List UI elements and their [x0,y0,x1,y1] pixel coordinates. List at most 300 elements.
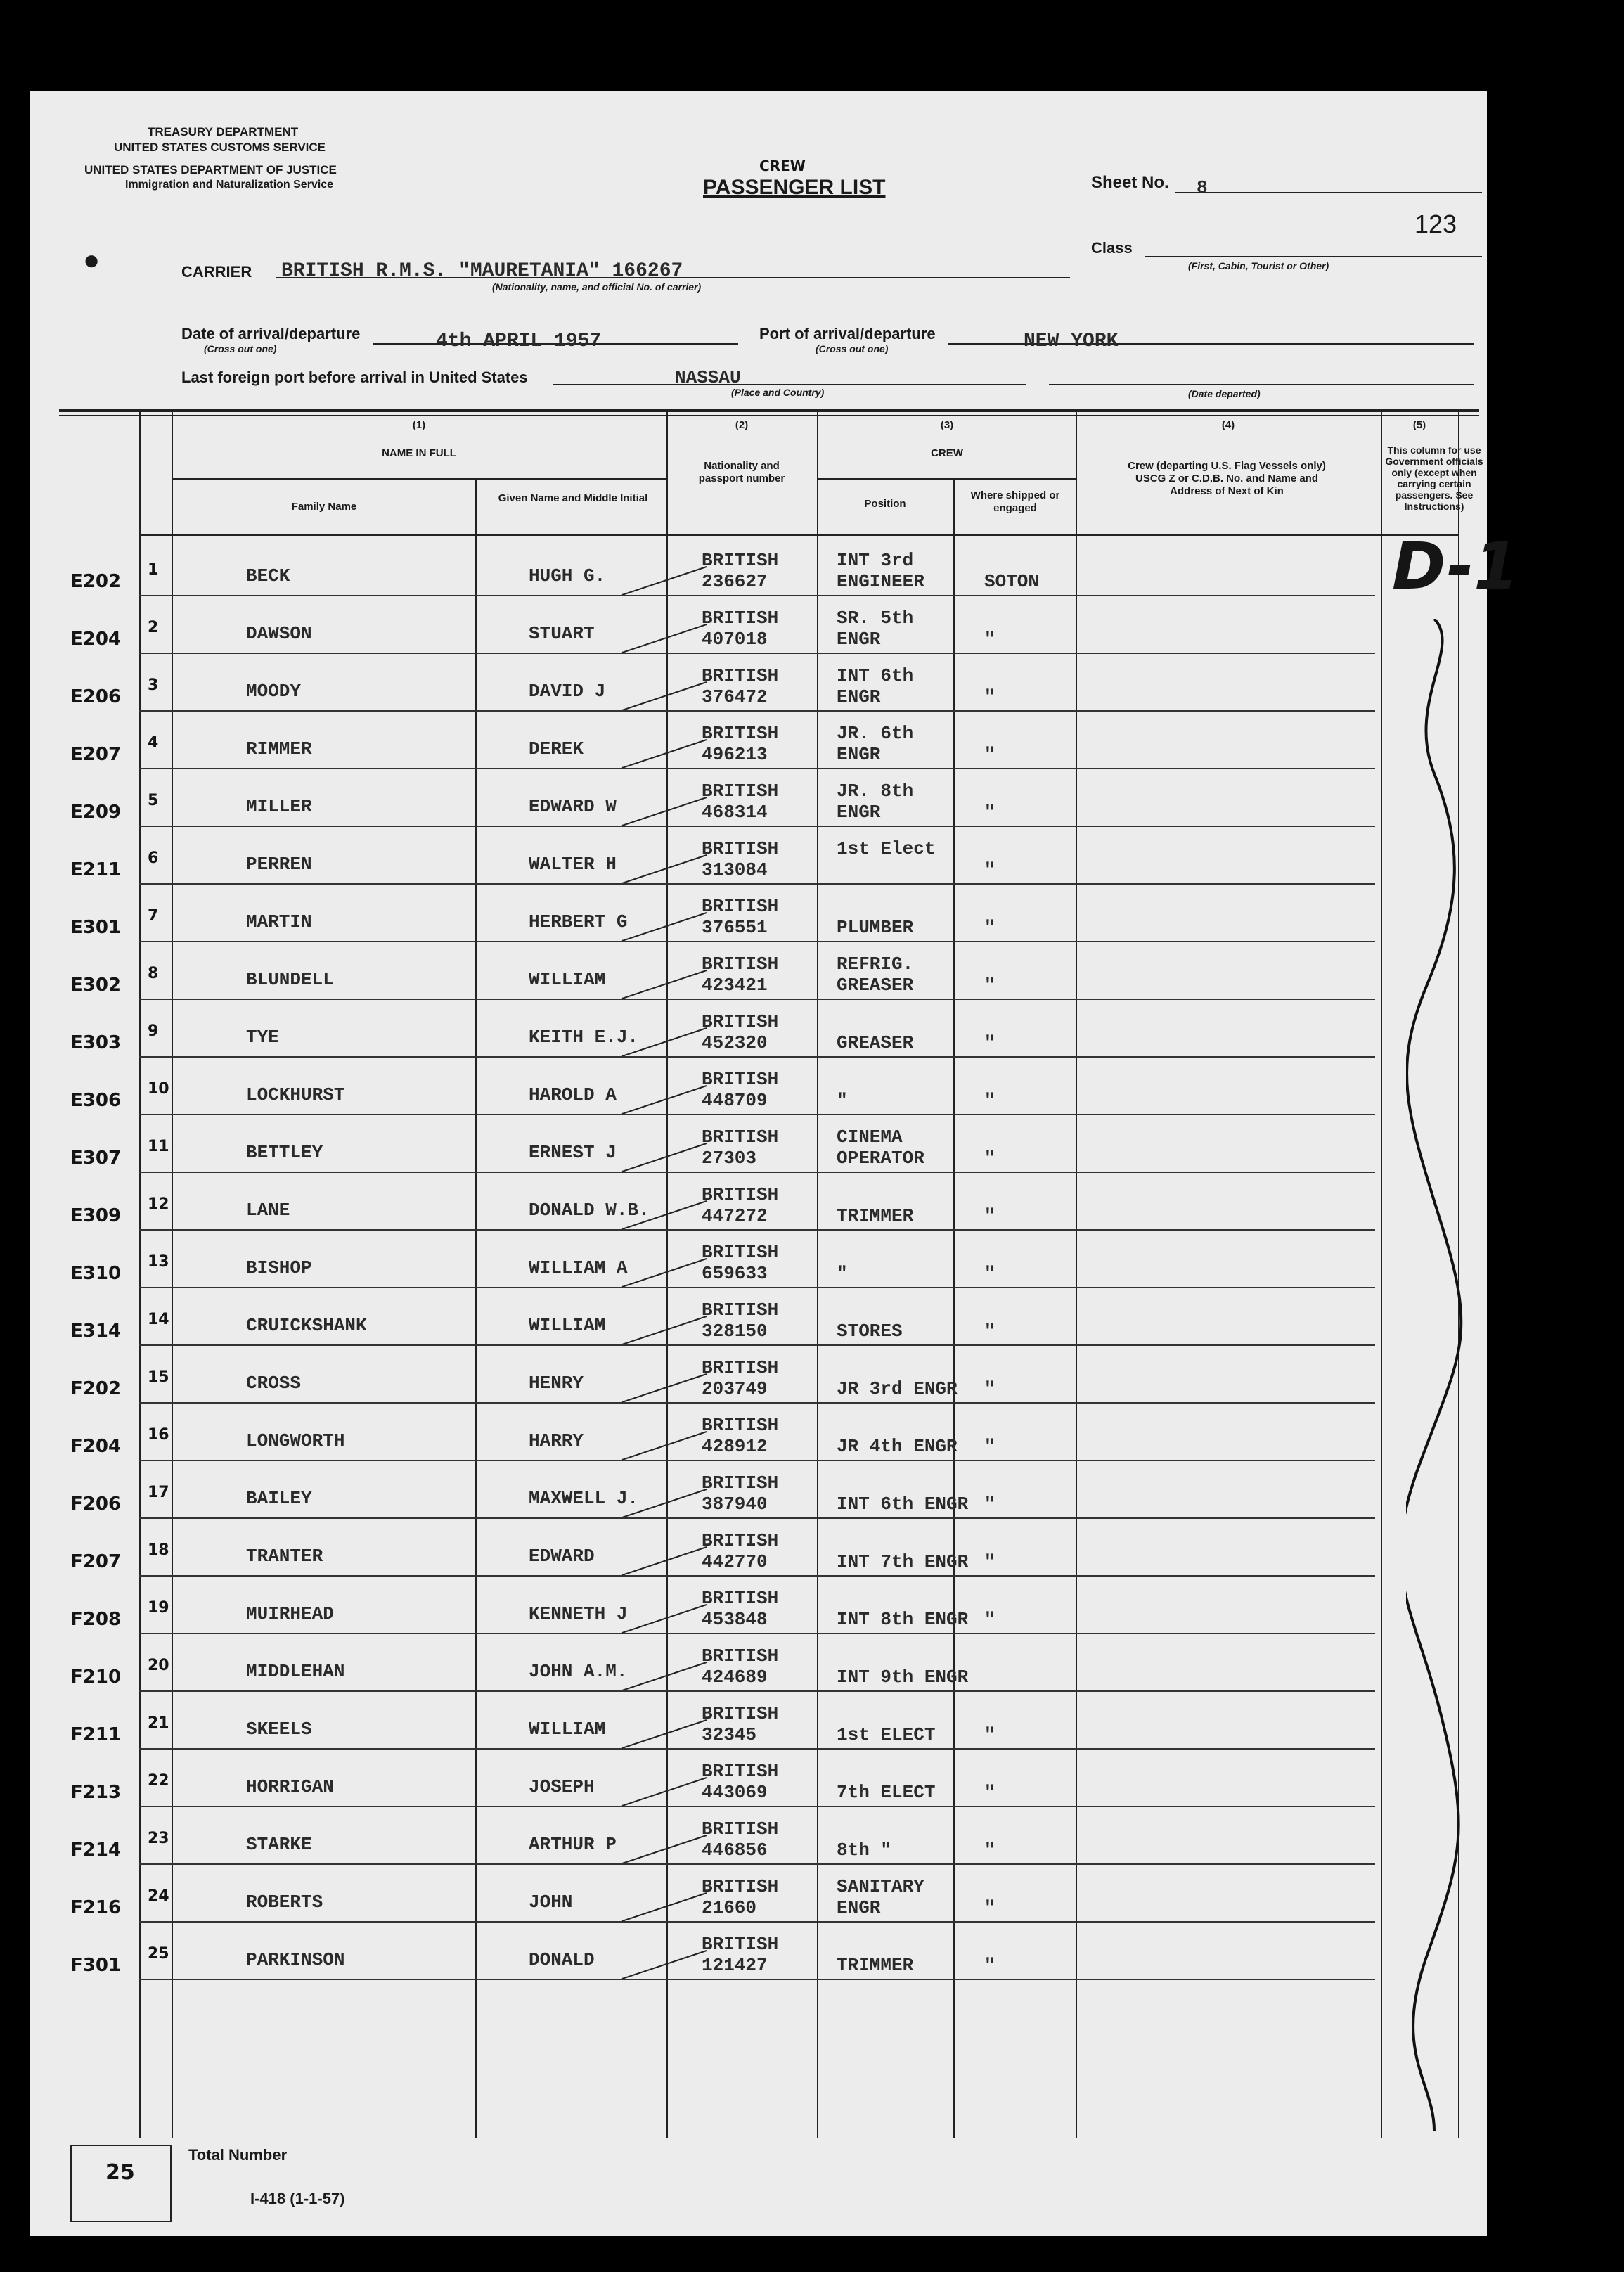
given-name: WILLIAM [529,1719,606,1740]
row-divider [139,710,1375,712]
total-label: Total Number [188,2146,288,2164]
given-name: MAXWELL J. [529,1488,639,1509]
shipped-where: " [984,1205,995,1226]
family-name: BECK [246,565,290,586]
given-name: JOSEPH [529,1776,595,1797]
col3-position-header: Position [864,498,906,510]
nationality: BRITISH [702,1818,779,1840]
shipped-where: " [984,917,995,938]
family-name: TYE [246,1027,279,1048]
family-name: STARKE [246,1834,312,1855]
form-id: I-418 (1-1-57) [250,2190,345,2207]
cabin-number: E301 [70,917,122,938]
pen-check-mark [619,1082,710,1117]
position-line-2: " [837,1263,848,1284]
given-name: JOHN [529,1892,573,1913]
pen-check-mark [619,1543,710,1578]
row-number: 21 [148,1714,169,1732]
row-number: 16 [148,1426,169,1444]
cabin-number: F206 [70,1494,122,1515]
row-number: 4 [148,734,159,752]
nationality: BRITISH [702,781,779,802]
row-divider [139,1344,1375,1346]
pen-check-mark [619,1946,710,1982]
nationality: BRITISH [702,1588,779,1609]
nationality: BRITISH [702,665,779,686]
col4-title: Crew (departing U.S. Flag Vessels only) USCG Z or C.D.B. No. and Name and Address of Next of Kin [1128,460,1326,497]
nationality: BRITISH [702,1530,779,1551]
position-line-2: JR 4th ENGR [837,1436,958,1457]
row-number: 25 [148,1945,169,1963]
passport-number: 376472 [702,686,768,707]
position-line-1: CINEMA [837,1127,903,1148]
position-line-1: JR. 6th [837,723,914,744]
family-name: LOCKHURST [246,1084,345,1105]
cabin-number: E314 [70,1321,122,1342]
given-name: DONALD [529,1949,595,1970]
position-line-2: ENGINEER [837,571,924,592]
given-name: HERBERT G [529,911,628,932]
row-number: 11 [148,1138,169,1155]
nationality: BRITISH [702,1184,779,1205]
row-number: 15 [148,1368,169,1386]
position-line-2: INT 9th ENGR [837,1667,969,1688]
row-divider [139,941,1375,942]
sheet-label: Sheet No. [1091,173,1169,192]
cabin-number: E202 [70,571,122,592]
pen-check-mark [619,1197,710,1232]
row-divider [139,1287,1375,1288]
cabin-number: F207 [70,1551,122,1572]
date-label: Date of arrival/departure [181,325,361,342]
position-line-1: INT 3rd [837,550,914,571]
cabin-number: E207 [70,744,122,765]
shipped-where: " [984,1609,995,1630]
last-port-value: NASSAU [675,367,741,388]
carrier-hint: (Nationality, name, and official No. of carrier) [492,281,702,293]
row-number: 20 [148,1657,169,1674]
given-name: JOHN A.M. [529,1661,628,1682]
date-value: 4th APRIL 1957 [436,330,602,352]
passport-number: 447272 [702,1205,768,1226]
position-line-2: ENGR [837,1897,881,1918]
nationality: BRITISH [702,1645,779,1667]
page-title: PASSENGER LIST [703,176,886,199]
cancellation-squiggle-line [1406,619,1476,2131]
family-name: SKEELS [246,1719,312,1740]
position-line-1: INT 6th [837,665,914,686]
family-name: MUIRHEAD [246,1603,334,1624]
pen-check-mark [619,966,710,1001]
col1-given-header: Given Name and Middle Initial [498,492,648,504]
page-number: 123 [1414,210,1457,238]
cabin-number: F208 [70,1609,122,1630]
pen-check-mark [619,909,710,944]
row-divider [139,883,1375,885]
row-divider [139,1575,1375,1577]
date-departed-hint: (Date departed) [1188,388,1261,399]
given-name: DONALD W.B. [529,1200,650,1221]
given-name: WILLIAM A [529,1257,628,1278]
col2-title: Nationality and passport number [698,460,785,484]
row-divider [139,768,1375,769]
row-divider [139,1633,1375,1634]
row-divider [139,1229,1375,1231]
shipped-where: " [984,629,995,650]
pen-check-mark [619,1312,710,1347]
passport-number: 236627 [702,571,768,592]
passport-number: 496213 [702,744,768,765]
shipped-where: " [984,975,995,996]
pen-check-mark [619,563,710,598]
position-line-2: TRIMMER [837,1205,914,1226]
given-name: EDWARD W [529,796,617,817]
nationality: BRITISH [702,838,779,859]
family-name: BAILEY [246,1488,312,1509]
shipped-where: " [984,1321,995,1342]
row-divider [139,999,1375,1000]
row-divider [139,1460,1375,1461]
given-name: HUGH G. [529,565,606,586]
position-line-2: 8th " [837,1840,892,1861]
col3-title: CREW [931,447,963,459]
family-name: CRUICKSHANK [246,1315,367,1336]
total-count: 25 [105,2160,135,2185]
pen-check-mark [619,1485,710,1520]
row-number: 6 [148,849,159,867]
cabin-number: E306 [70,1090,122,1111]
row-number: 23 [148,1830,169,1847]
col3-num: (3) [940,419,954,431]
position-line-2: INT 8th ENGR [837,1609,969,1630]
nationality: BRITISH [702,550,779,571]
position-line-1: SR. 5th [837,608,914,629]
shipped-where: " [984,1724,995,1745]
family-name: MILLER [246,796,312,817]
family-name: ROBERTS [246,1892,323,1913]
cabin-number: E302 [70,975,122,996]
cabin-number: E204 [70,629,122,650]
nationality: BRITISH [702,1357,779,1378]
shipped-where: " [984,1897,995,1918]
cabin-number: E307 [70,1148,122,1169]
pen-check-mark [619,1831,710,1866]
row-divider [139,1690,1375,1692]
agency-line-3: UNITED STATES DEPARTMENT OF JUSTICE [84,163,337,177]
passport-number: 27303 [702,1148,757,1169]
position-line-2: STORES [837,1321,903,1342]
family-name: PERREN [246,854,312,875]
shipped-where: " [984,1494,995,1515]
passport-number: 313084 [702,859,768,880]
passport-number: 448709 [702,1090,768,1111]
pen-check-mark [619,1139,710,1174]
nationality: BRITISH [702,1127,779,1148]
row-number: 12 [148,1195,169,1213]
shipped-where: " [984,1148,995,1169]
nationality: BRITISH [702,1761,779,1782]
pen-check-mark [619,1773,710,1809]
row-number: 13 [148,1253,169,1271]
row-number: 2 [148,619,159,636]
nationality: BRITISH [702,896,779,917]
cabin-number: F202 [70,1378,122,1399]
given-name: WILLIAM [529,969,606,990]
position-line-2: TRIMMER [837,1955,914,1976]
col5-title: This column for use Government officials only (except when carrying certain passengers. See Instructions) [1385,444,1483,512]
pen-check-mark [619,1370,710,1405]
passport-number: 203749 [702,1378,768,1399]
family-name: BLUNDELL [246,969,334,990]
row-number: 3 [148,676,159,694]
given-name: HAROLD A [529,1084,617,1105]
pen-check-mark [619,1889,710,1924]
position-line-2: JR 3rd ENGR [837,1378,958,1399]
given-name: HENRY [529,1373,584,1394]
position-line-2: ENGR [837,686,881,707]
agency-line-2: UNITED STATES CUSTOMS SERVICE [114,141,326,154]
given-name: ERNEST J [529,1142,617,1163]
position-line-2: INT 7th ENGR [837,1551,969,1572]
position-line-2: OPERATOR [837,1148,924,1169]
nationality: BRITISH [702,1242,779,1263]
position-line-2: GREASER [837,975,914,996]
shipped-where: " [984,686,995,707]
carrier-value: BRITISH R.M.S. "MAURETANIA" 166267 [281,260,683,282]
shipped-where: " [984,1782,995,1803]
position-line-1: REFRIG. [837,954,914,975]
pen-check-mark [619,736,710,771]
col4-num: (4) [1221,419,1235,431]
position-line-2: ENGR [837,629,881,650]
passport-number: 442770 [702,1551,768,1572]
cabin-number: E309 [70,1205,122,1226]
passport-number: 428912 [702,1436,768,1457]
pen-check-mark [619,1024,710,1059]
position-line-1: 1st Elect [837,838,936,859]
passport-number: 446856 [702,1840,768,1861]
pen-check-mark [619,1427,710,1463]
row-number: 19 [148,1599,169,1617]
agency-line-1: TREASURY DEPARTMENT [148,125,299,139]
pen-check-mark [619,678,710,713]
row-number: 24 [148,1887,169,1905]
family-name: PARKINSON [246,1949,345,1970]
position-line-2: ENGR [837,744,881,765]
passport-number: 423421 [702,975,768,996]
date-hint: (Cross out one) [204,343,277,354]
port-hint: (Cross out one) [816,343,889,354]
passport-number: 468314 [702,802,768,823]
sheet-number: 8 [1197,177,1208,198]
shipped-where: " [984,1955,995,1976]
shipped-where: " [984,1378,995,1399]
passport-number: 32345 [702,1724,757,1745]
position-line-2: INT 6th ENGR [837,1494,969,1515]
pen-check-mark [619,620,710,655]
shipped-where: " [984,859,995,880]
passport-number: 121427 [702,1955,768,1976]
port-label: Port of arrival/departure [759,325,936,342]
row-divider [139,595,1375,596]
given-name: DAVID J [529,681,606,702]
cabin-number: E209 [70,802,122,823]
passport-number: 659633 [702,1263,768,1284]
given-name: DEREK [529,738,584,759]
row-divider [139,1172,1375,1173]
family-name: MARTIN [246,911,312,932]
pen-check-mark [619,1254,710,1290]
nationality: BRITISH [702,723,779,744]
position-line-2: GREASER [837,1032,914,1053]
official-mark: D-1 [1392,529,1519,604]
row-number: 10 [148,1080,169,1098]
family-name: TRANTER [246,1546,323,1567]
agency-line-4: Immigration and Naturalization Service [125,179,334,191]
cabin-number: E206 [70,686,122,707]
row-divider [139,1056,1375,1058]
shipped-where: " [984,1263,995,1284]
class-hint: (First, Cabin, Tourist or Other) [1188,260,1329,271]
passport-number: 21660 [702,1897,757,1918]
row-divider [139,1863,1375,1865]
family-name: BETTLEY [246,1142,323,1163]
given-name: ARTHUR P [529,1834,617,1855]
family-name: CROSS [246,1373,302,1394]
cabin-number: E303 [70,1032,122,1053]
nationality: BRITISH [702,608,779,629]
row-divider [139,1806,1375,1807]
nationality: BRITISH [702,1069,779,1090]
position-line-2: 7th ELECT [837,1782,936,1803]
pen-check-mark [619,793,710,828]
row-divider [139,1517,1375,1519]
shipped-where: " [984,744,995,765]
nationality: BRITISH [702,1415,779,1436]
given-name: KEITH E.J. [529,1027,639,1048]
ink-blot-icon: ● [83,245,101,276]
cabin-number: F216 [70,1897,122,1918]
family-name: MIDDLEHAN [246,1661,345,1682]
row-divider [139,653,1375,654]
col1-title: NAME IN FULL [382,447,456,459]
passport-number: 443069 [702,1782,768,1803]
class-label: Class [1091,239,1133,257]
given-name: WALTER H [529,854,617,875]
cabin-number: F211 [70,1724,122,1745]
given-name: KENNETH J [529,1603,628,1624]
last-port-label: Last foreign port before arrival in United States [181,368,528,386]
cabin-number: F204 [70,1436,122,1457]
row-divider [139,1979,1375,1980]
cabin-number: F213 [70,1782,122,1803]
cabin-number: E310 [70,1263,122,1284]
family-name: BISHOP [246,1257,312,1278]
given-name: EDWARD [529,1546,595,1567]
nationality: BRITISH [702,1934,779,1955]
cabin-number: E211 [70,859,122,880]
passport-number: 452320 [702,1032,768,1053]
given-name: HARRY [529,1430,584,1451]
pen-check-mark [619,1658,710,1693]
pen-check-mark [619,1716,710,1751]
row-number: 14 [148,1311,169,1328]
passport-number: 376551 [702,917,768,938]
family-name: LONGWORTH [246,1430,345,1451]
nationality: BRITISH [702,1299,779,1321]
passport-number: 424689 [702,1667,768,1688]
family-name: MOODY [246,681,302,702]
shipped-where: " [984,1436,995,1457]
position-line-2: 1st ELECT [837,1724,936,1745]
given-name: STUART [529,623,595,644]
col5-num: (5) [1412,419,1426,431]
row-number: 7 [148,907,159,925]
position-line-2: ENGR [837,802,881,823]
row-divider [139,826,1375,827]
pen-check-mark [619,851,710,886]
row-number: 5 [148,792,159,809]
position-line-2: " [837,1090,848,1111]
nationality: BRITISH [702,954,779,975]
nationality: BRITISH [702,1703,779,1724]
row-number: 8 [148,965,159,982]
form-sheet [30,91,1487,2236]
row-divider [139,1114,1375,1115]
family-name: LANE [246,1200,290,1221]
shipped-where: " [984,1840,995,1861]
row-number: 18 [148,1541,169,1559]
shipped-where: " [984,1032,995,1053]
col2-num: (2) [735,419,749,431]
row-divider [139,1748,1375,1750]
col1-num: (1) [412,419,426,431]
nationality: BRITISH [702,1472,779,1494]
cabin-number: F301 [70,1955,122,1976]
passport-number: 407018 [702,629,768,650]
carrier-label: CARRIER [181,263,252,281]
row-number: 22 [148,1772,169,1790]
row-number: 17 [148,1484,169,1501]
port-value: NEW YORK [1024,330,1119,352]
family-name: RIMMER [246,738,312,759]
row-divider [139,1402,1375,1404]
position-line-1: JR. 8th [837,781,914,802]
shipped-where: " [984,1090,995,1111]
row-divider [139,1921,1375,1923]
row-number: 9 [148,1022,159,1040]
passport-number: 453848 [702,1609,768,1630]
given-name: WILLIAM [529,1315,606,1336]
family-name: HORRIGAN [246,1776,334,1797]
pen-check-mark [619,1600,710,1636]
title-crew: CREW [759,158,806,174]
col1-family-header: Family Name [291,501,357,513]
row-number: 1 [148,561,159,579]
family-name: DAWSON [246,623,312,644]
col3-where-header: Where shipped or engaged [970,489,1060,514]
place-hint: (Place and Country) [731,387,825,398]
nationality: BRITISH [702,1011,779,1032]
shipped-where: " [984,1551,995,1572]
shipped-where: " [984,802,995,823]
position-line-1: SANITARY [837,1876,924,1897]
cabin-number: F210 [70,1667,122,1688]
cabin-number: F214 [70,1840,122,1861]
passport-number: 328150 [702,1321,768,1342]
nationality: BRITISH [702,1876,779,1897]
passport-number: 387940 [702,1494,768,1515]
